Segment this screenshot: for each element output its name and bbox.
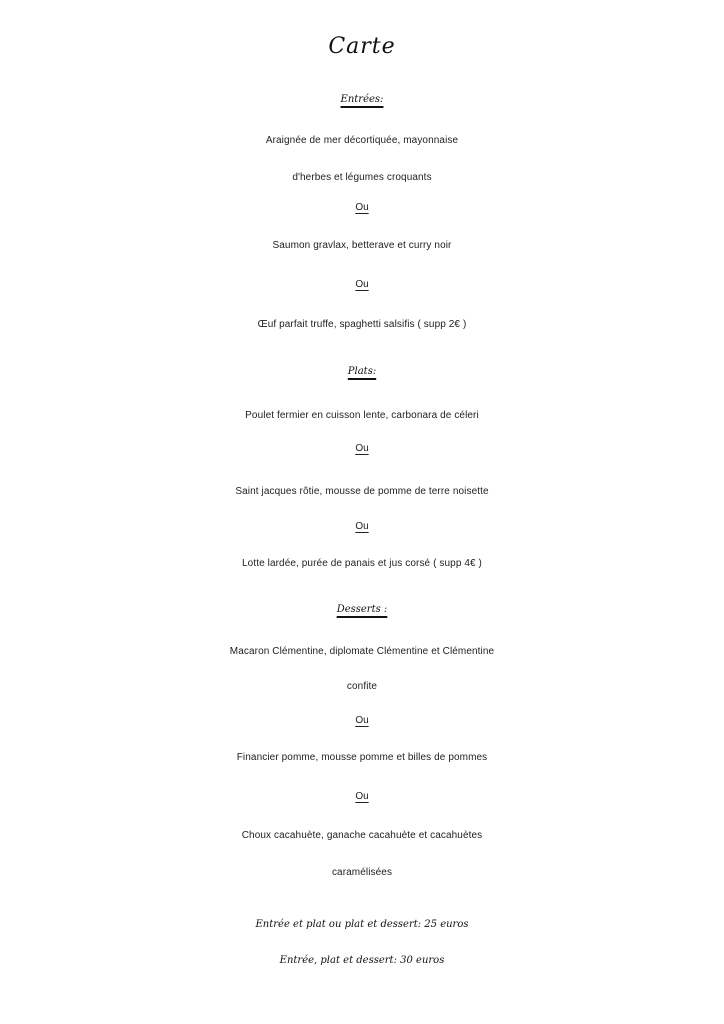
dessert-separator-1: Ou: [355, 715, 369, 726]
dessert-item-3-line-1: Choux cacahuète, ganache cacahuète et cacahuètes: [241, 830, 483, 841]
entree-item-1-line-1: Araignée de mer décortiquée, mayonnaise: [265, 135, 459, 146]
dessert-item-2: Financier pomme, mousse pomme et billes de pommes: [236, 752, 488, 763]
menu-title: Carte: [328, 34, 396, 59]
section-heading-plats: Plats:: [347, 366, 377, 377]
entree-separator-1: Ou: [355, 202, 369, 213]
price-line-2: Entrée, plat et dessert: 30 euros: [279, 955, 445, 966]
plat-separator-1: Ou: [355, 443, 369, 454]
entree-separator-2: Ou: [355, 279, 369, 290]
section-heading-entrees: Entrées:: [340, 94, 384, 105]
dessert-item-1-line-1: Macaron Clémentine, diplomate Clémentine et Clémentine: [229, 646, 495, 657]
dessert-item-3-line-2: caramélisées: [331, 867, 393, 878]
entree-item-3: Œuf parfait truffe, spaghetti salsifis ( supp 2€ ): [257, 319, 467, 330]
plat-item-1: Poulet fermier en cuisson lente, carbonara de céleri: [245, 410, 479, 421]
plat-item-3: Lotte lardée, purée de panais et jus corsé ( supp 4€ ): [242, 558, 482, 569]
plat-separator-2: Ou: [355, 521, 369, 532]
plat-item-2: Saint jacques rôtie, mousse de pomme de terre noisette: [235, 486, 489, 497]
entree-item-1-line-2: d'herbes et légumes croquants: [292, 172, 432, 183]
price-line-1: Entrée et plat ou plat et dessert: 25 euros: [255, 919, 469, 930]
dessert-item-1-line-2: confite: [346, 681, 378, 692]
entree-item-2: Saumon gravlax, betterave et curry noir: [272, 240, 452, 251]
dessert-separator-2: Ou: [355, 791, 369, 802]
section-heading-desserts: Desserts :: [336, 604, 388, 615]
